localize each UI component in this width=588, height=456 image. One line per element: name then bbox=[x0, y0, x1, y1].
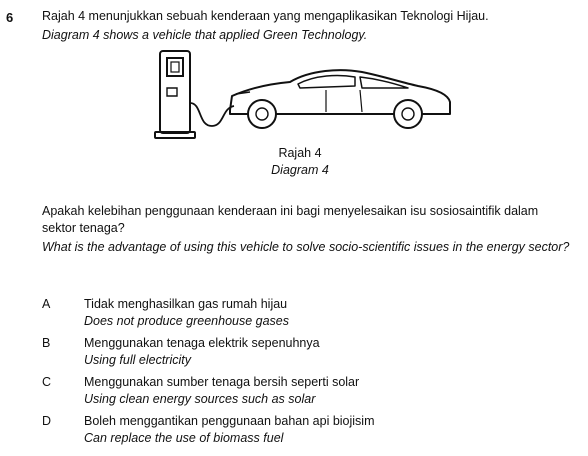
figure-caption-english: Diagram 4 bbox=[271, 163, 329, 177]
question-number: 6 bbox=[6, 10, 14, 25]
option-a-malay[interactable]: Tidak menghasilkan gas rumah hijau bbox=[84, 297, 288, 311]
option-a-english[interactable]: Does not produce greenhouse gases bbox=[84, 314, 290, 328]
question-stem-english: Diagram 4 shows a vehicle that applied Green Technology. bbox=[42, 28, 368, 42]
option-c-malay[interactable]: Menggunakan sumber tenaga bersih seperti solar bbox=[84, 375, 360, 389]
charging-cable bbox=[190, 103, 234, 126]
figure-caption-malay: Rajah 4 bbox=[278, 146, 322, 160]
question-stem-malay: Rajah 4 menunjukkan sebuah kenderaan yang mengaplikasikan Teknologi Hijau. bbox=[42, 9, 489, 23]
option-c-english[interactable]: Using clean energy sources such as solar bbox=[84, 392, 316, 406]
option-d-letter[interactable]: D bbox=[42, 414, 52, 428]
option-a-letter[interactable]: A bbox=[42, 297, 51, 311]
option-d-malay[interactable]: Boleh menggantikan penggunaan bahan api biojisim bbox=[84, 414, 375, 428]
option-d-english[interactable]: Can replace the use of biomass fuel bbox=[84, 431, 284, 445]
option-b-letter[interactable]: B bbox=[42, 336, 51, 350]
option-c-letter[interactable]: C bbox=[42, 375, 52, 389]
question-prompt-english: What is the advantage of using this vehicle to solve socio-scientific issues in the energy sector? bbox=[42, 240, 570, 254]
electric-car-charging-diagram bbox=[150, 48, 460, 143]
option-b-english[interactable]: Using full electricity bbox=[84, 353, 191, 367]
option-b-malay[interactable]: Menggunakan tenaga elektrik sepenuhnya bbox=[84, 336, 320, 350]
question-prompt-malay: Apakah kelebihan penggunaan kenderaan ini bagi menyelesaikan isu sosiosaintifik dalam sektor tenaga? bbox=[42, 204, 539, 235]
charging-station-icon bbox=[155, 51, 195, 138]
